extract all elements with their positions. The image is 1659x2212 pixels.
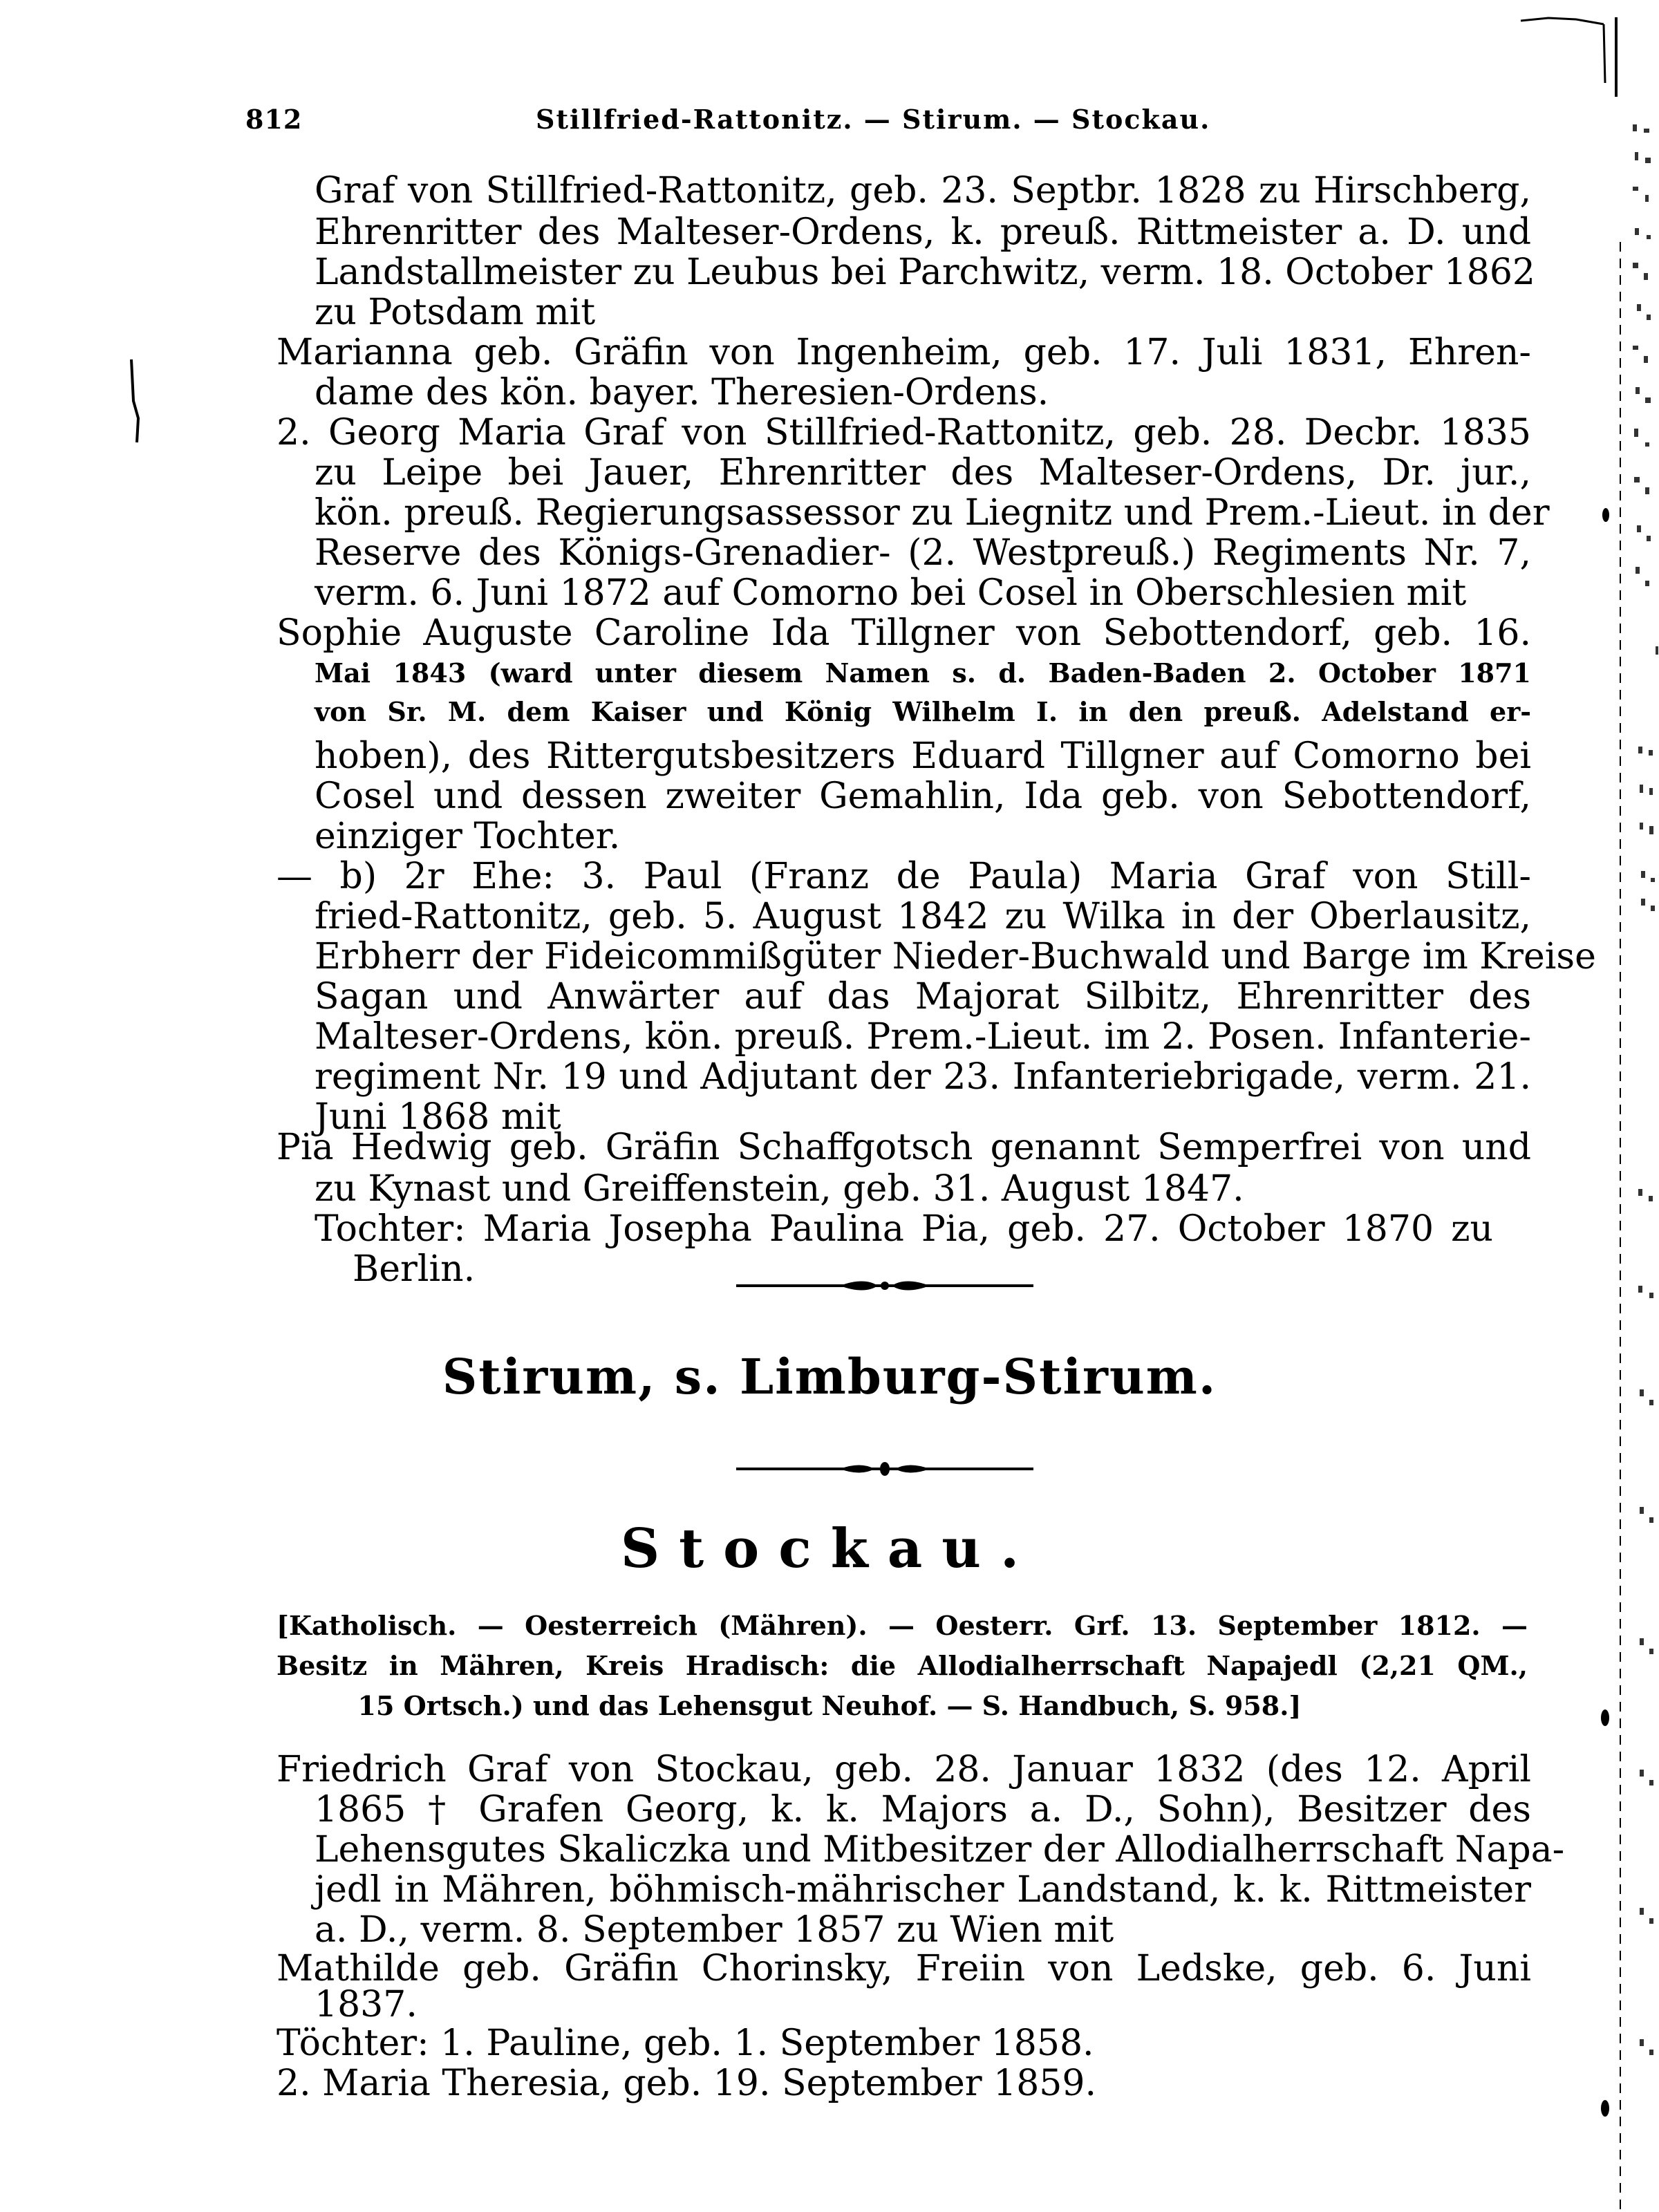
- running-title: Stillfried-Rattonitz. — Stirum. — Stockau.: [536, 104, 1211, 135]
- text-line: verm. 6. Juni 1872 auf Comorno bei Cosel in Oberschlesien mit: [315, 572, 1467, 614]
- text-line: 1837.: [315, 1984, 418, 2025]
- daughters-line: Töchter: 1. Pauline, geb. 1. September 1858.: [276, 2023, 1094, 2064]
- person-name-line: Marianna geb. Gräfin von Ingenheim, geb. 17. Juli 1831, Ehren-: [276, 332, 1531, 373]
- person-name-line: Sophie Auguste Caroline Ida Tillgner von Sebottendorf, geb. 16.: [276, 612, 1531, 654]
- person-name-line: Pia Hedwig geb. Gräfin Schaffgotsch genannt Semperfrei von und: [276, 1127, 1531, 1168]
- text-line: zu Leipe bei Jauer, Ehrenritter des Malteser-Ordens, Dr. jur.,: [315, 452, 1531, 494]
- text-line: Sagan und Anwärter auf das Majorat Silbitz, Ehrenritter des: [315, 976, 1531, 1018]
- text-line: Malteser-Ordens, kön. preuß. Prem.-Lieut. im 2. Posen. Infanterie-: [315, 1016, 1531, 1058]
- person-name-line: Friedrich Graf von Stockau, geb. 28. Januar 1832 (des 12. April: [276, 1749, 1531, 1790]
- text-line-small: Mai 1843 (ward unter diesem Namen s. d. Baden-Baden 2. October 1871: [315, 657, 1531, 688]
- text-line: zu Potsdam mit: [315, 292, 596, 333]
- text-line: Reserve des Königs-Grenadier- (2. Westpreuß.) Regiments Nr. 7,: [315, 532, 1531, 574]
- person-name-line: Mathilde geb. Gräfin Chorinsky, Freiin von Ledske, geb. 6. Juni: [276, 1948, 1531, 1989]
- person-name-line: — b) 2r Ehe: 3. Paul (Franz de Paula) Maria Graf von Still-: [276, 856, 1531, 897]
- text-line: regiment Nr. 19 und Adjutant der 23. Infanteriebrigade, verm. 21.: [315, 1056, 1531, 1098]
- text-line: einziger Tochter.: [315, 816, 621, 857]
- section-heading-stirum: Stirum, s. Limburg-Stirum.: [442, 1348, 1217, 1405]
- text-line: Landstallmeister zu Leubus bei Parchwitz, verm. 18. October 1862: [315, 252, 1535, 293]
- text-line: dame des kön. bayer. Theresien-Ordens.: [315, 372, 1049, 413]
- summary-line: [Katholisch. — Oesterreich (Mähren). — Oesterr. Grf. 13. September 1812. —: [276, 1610, 1528, 1641]
- summary-line: 15 Ortsch.) und das Lehensgut Neuhof. — S. Handbuch, S. 958.]: [357, 1690, 1302, 1721]
- daughters-line: 2. Maria Theresia, geb. 19. September 1859.: [276, 2063, 1096, 2104]
- text-line: kön. preuß. Regierungsassessor zu Liegnitz und Prem.-Lieut. in der: [315, 492, 1550, 534]
- text-line: 1865 † Grafen Georg, k. k. Majors a. D., Sohn), Besitzer des: [315, 1789, 1531, 1830]
- text-line: Berlin.: [353, 1248, 476, 1290]
- text-line: hoben), des Rittergutsbesitzers Eduard Tillgner auf Comorno bei: [315, 735, 1531, 777]
- text-line: Cosel und dessen zweiter Gemahlin, Ida geb. von Sebottendorf,: [315, 776, 1531, 817]
- daughter-line: Tochter: Maria Josepha Paulina Pia, geb. 27. October 1870 zu: [315, 1208, 1493, 1250]
- text-line: Erbherr der Fideicommißgüter Nieder-Buchwald und Barge im Kreise: [315, 936, 1596, 977]
- text-line: a. D., verm. 8. September 1857 zu Wien mit: [315, 1909, 1114, 1951]
- text-line: fried-Rattonitz, geb. 5. August 1842 zu Wilka in der Oberlausitz,: [315, 896, 1531, 937]
- text-line: zu Kynast und Greiffenstein, geb. 31. August 1847.: [315, 1168, 1244, 1210]
- text-line-small: von Sr. M. dem Kaiser und König Wilhelm I. in den preuß. Adelstand er-: [315, 696, 1531, 727]
- text-line: jedl in Mähren, böhmisch-mährischer Landstand, k. k. Rittmeister: [315, 1869, 1531, 1911]
- person-name-line: 2. Georg Maria Graf von Stillfried-Rattonitz, geb. 28. Decbr. 1835: [276, 412, 1531, 453]
- page-number: 812: [245, 104, 303, 135]
- text-line: Ehrenritter des Malteser-Ordens, k. preuß. Rittmeister a. D. und: [315, 212, 1531, 253]
- text-line: Juni 1868 mit: [315, 1096, 561, 1138]
- summary-line: Besitz in Mähren, Kreis Hradisch: die Allodialherrschaft Napajedl (2,21 QM.,: [276, 1650, 1528, 1681]
- text-line: Lehensgutes Skaliczka und Mitbesitzer der Allodialherrschaft Napa-: [315, 1829, 1565, 1871]
- text-line: Graf von Stillfried-Rattonitz, geb. 23. Septbr. 1828 zu Hirschberg,: [315, 170, 1531, 212]
- section-heading-stockau: Stockau.: [620, 1517, 1039, 1580]
